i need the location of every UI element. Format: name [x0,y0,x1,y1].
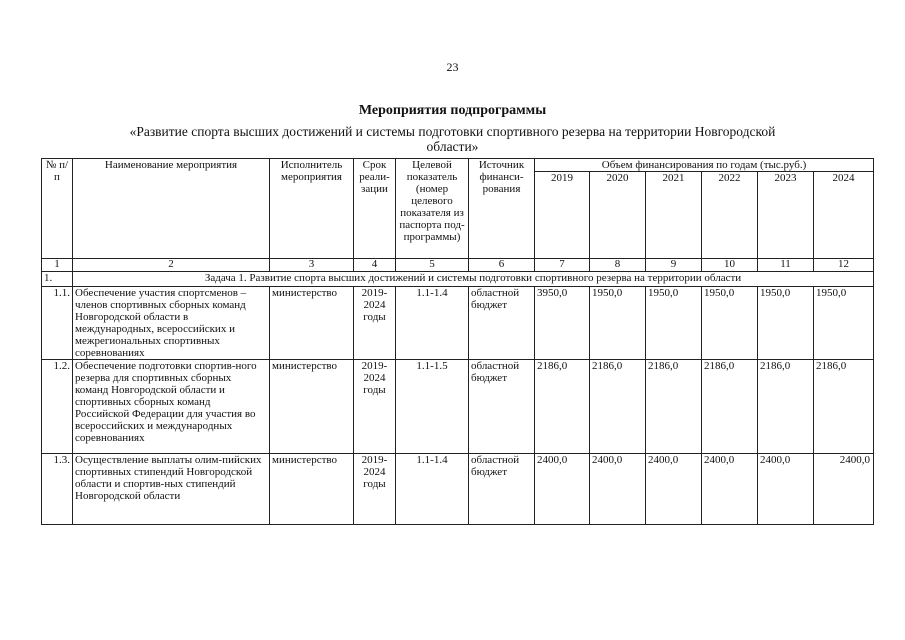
column-number: 3 [270,259,354,272]
row-value: 2186,0 [758,360,814,454]
row-value: 3950,0 [535,287,590,360]
row-value: 2400,0 [590,454,646,525]
document-subtitle: «Развитие спорта высших достижений и системы подготовки спортивного резерва на территории Новгородской области» [129,124,776,154]
row-num: 1.1. [42,287,73,360]
row-value: 2186,0 [535,360,590,454]
header-num: № п/п [42,159,73,259]
row-indicator: 1.1-1.5 [396,360,469,454]
table-row [42,287,874,360]
row-value: 1950,0 [758,287,814,360]
activities-table [41,158,874,525]
header-year: 2023 [758,172,814,259]
column-number: 5 [396,259,469,272]
column-numbers-row [42,259,874,272]
row-source: областной бюджет [469,287,535,360]
header-year: 2024 [814,172,874,259]
header-funding: Объем финансирования по годам (тыс.руб.) [535,159,874,172]
row-name: Осуществление выплаты олим-пийских спортивных стипендий Новгородской области и спортив-ных стипендий Новгородской области [73,454,270,525]
row-value: 2400,0 [646,454,702,525]
row-executor: министерство [270,360,354,454]
row-value: 1950,0 [814,287,874,360]
row-value: 2400,0 [814,454,874,525]
row-num: 1.3. [42,454,73,525]
row-value: 2186,0 [814,360,874,454]
column-number: 9 [646,259,702,272]
row-term: 2019-2024 годы [354,454,396,525]
row-source: областной бюджет [469,454,535,525]
row-value: 1950,0 [702,287,758,360]
row-name: Обеспечение подготовки спортив-ного резерва для спортивных сборных команд Новгородской области и спортивных сборных команд Российской Федерации для участия во всероссийских и международных соревнованиях [73,360,270,454]
row-value: 2400,0 [758,454,814,525]
header-source: Источник финанси-рования [469,159,535,259]
header-executor: Исполнитель мероприятия [270,159,354,259]
row-term: 2019-2024 годы [354,360,396,454]
row-value: 1950,0 [590,287,646,360]
column-number: 10 [702,259,758,272]
row-value: 2400,0 [535,454,590,525]
header-indicator: Целевой показатель (номер целевого показателя из паспорта под-программы) [396,159,469,259]
row-indicator: 1.1-1.4 [396,454,469,525]
task-text: Задача 1. Развитие спорта высших достижений и системы подготовки спортивного резерва на территории области [73,272,874,287]
document-title: Мероприятия подпрограммы [358,103,547,118]
row-term: 2019-2024 годы [354,287,396,360]
row-value: 1950,0 [646,287,702,360]
page-number: 23 [446,60,459,74]
header-term: Срок реали-зации [354,159,396,259]
header-name: Наименование мероприятия [73,159,270,259]
row-value: 2400,0 [702,454,758,525]
row-value: 2186,0 [646,360,702,454]
header-year: 2020 [590,172,646,259]
column-number: 6 [469,259,535,272]
header-year: 2021 [646,172,702,259]
column-number: 1 [42,259,73,272]
column-number: 7 [535,259,590,272]
table-row [42,360,874,454]
row-executor: министерство [270,454,354,525]
row-executor: министерство [270,287,354,360]
row-name: Обеспечение участия спортсменов – членов спортивных сборных команд Новгородской области в международных, всероссийских и межрегиональных спортивных соревнованиях [73,287,270,360]
table-row [42,454,874,525]
task-row [42,272,874,287]
column-number: 8 [590,259,646,272]
column-number: 4 [354,259,396,272]
column-number: 2 [73,259,270,272]
row-value: 2186,0 [590,360,646,454]
header-year: 2022 [702,172,758,259]
row-source: областной бюджет [469,360,535,454]
task-num: 1. [42,272,73,287]
header-year: 2019 [535,172,590,259]
row-num: 1.2. [42,360,73,454]
column-number: 11 [758,259,814,272]
header-row [42,159,874,172]
row-value: 2186,0 [702,360,758,454]
column-number: 12 [814,259,874,272]
row-indicator: 1.1-1.4 [396,287,469,360]
